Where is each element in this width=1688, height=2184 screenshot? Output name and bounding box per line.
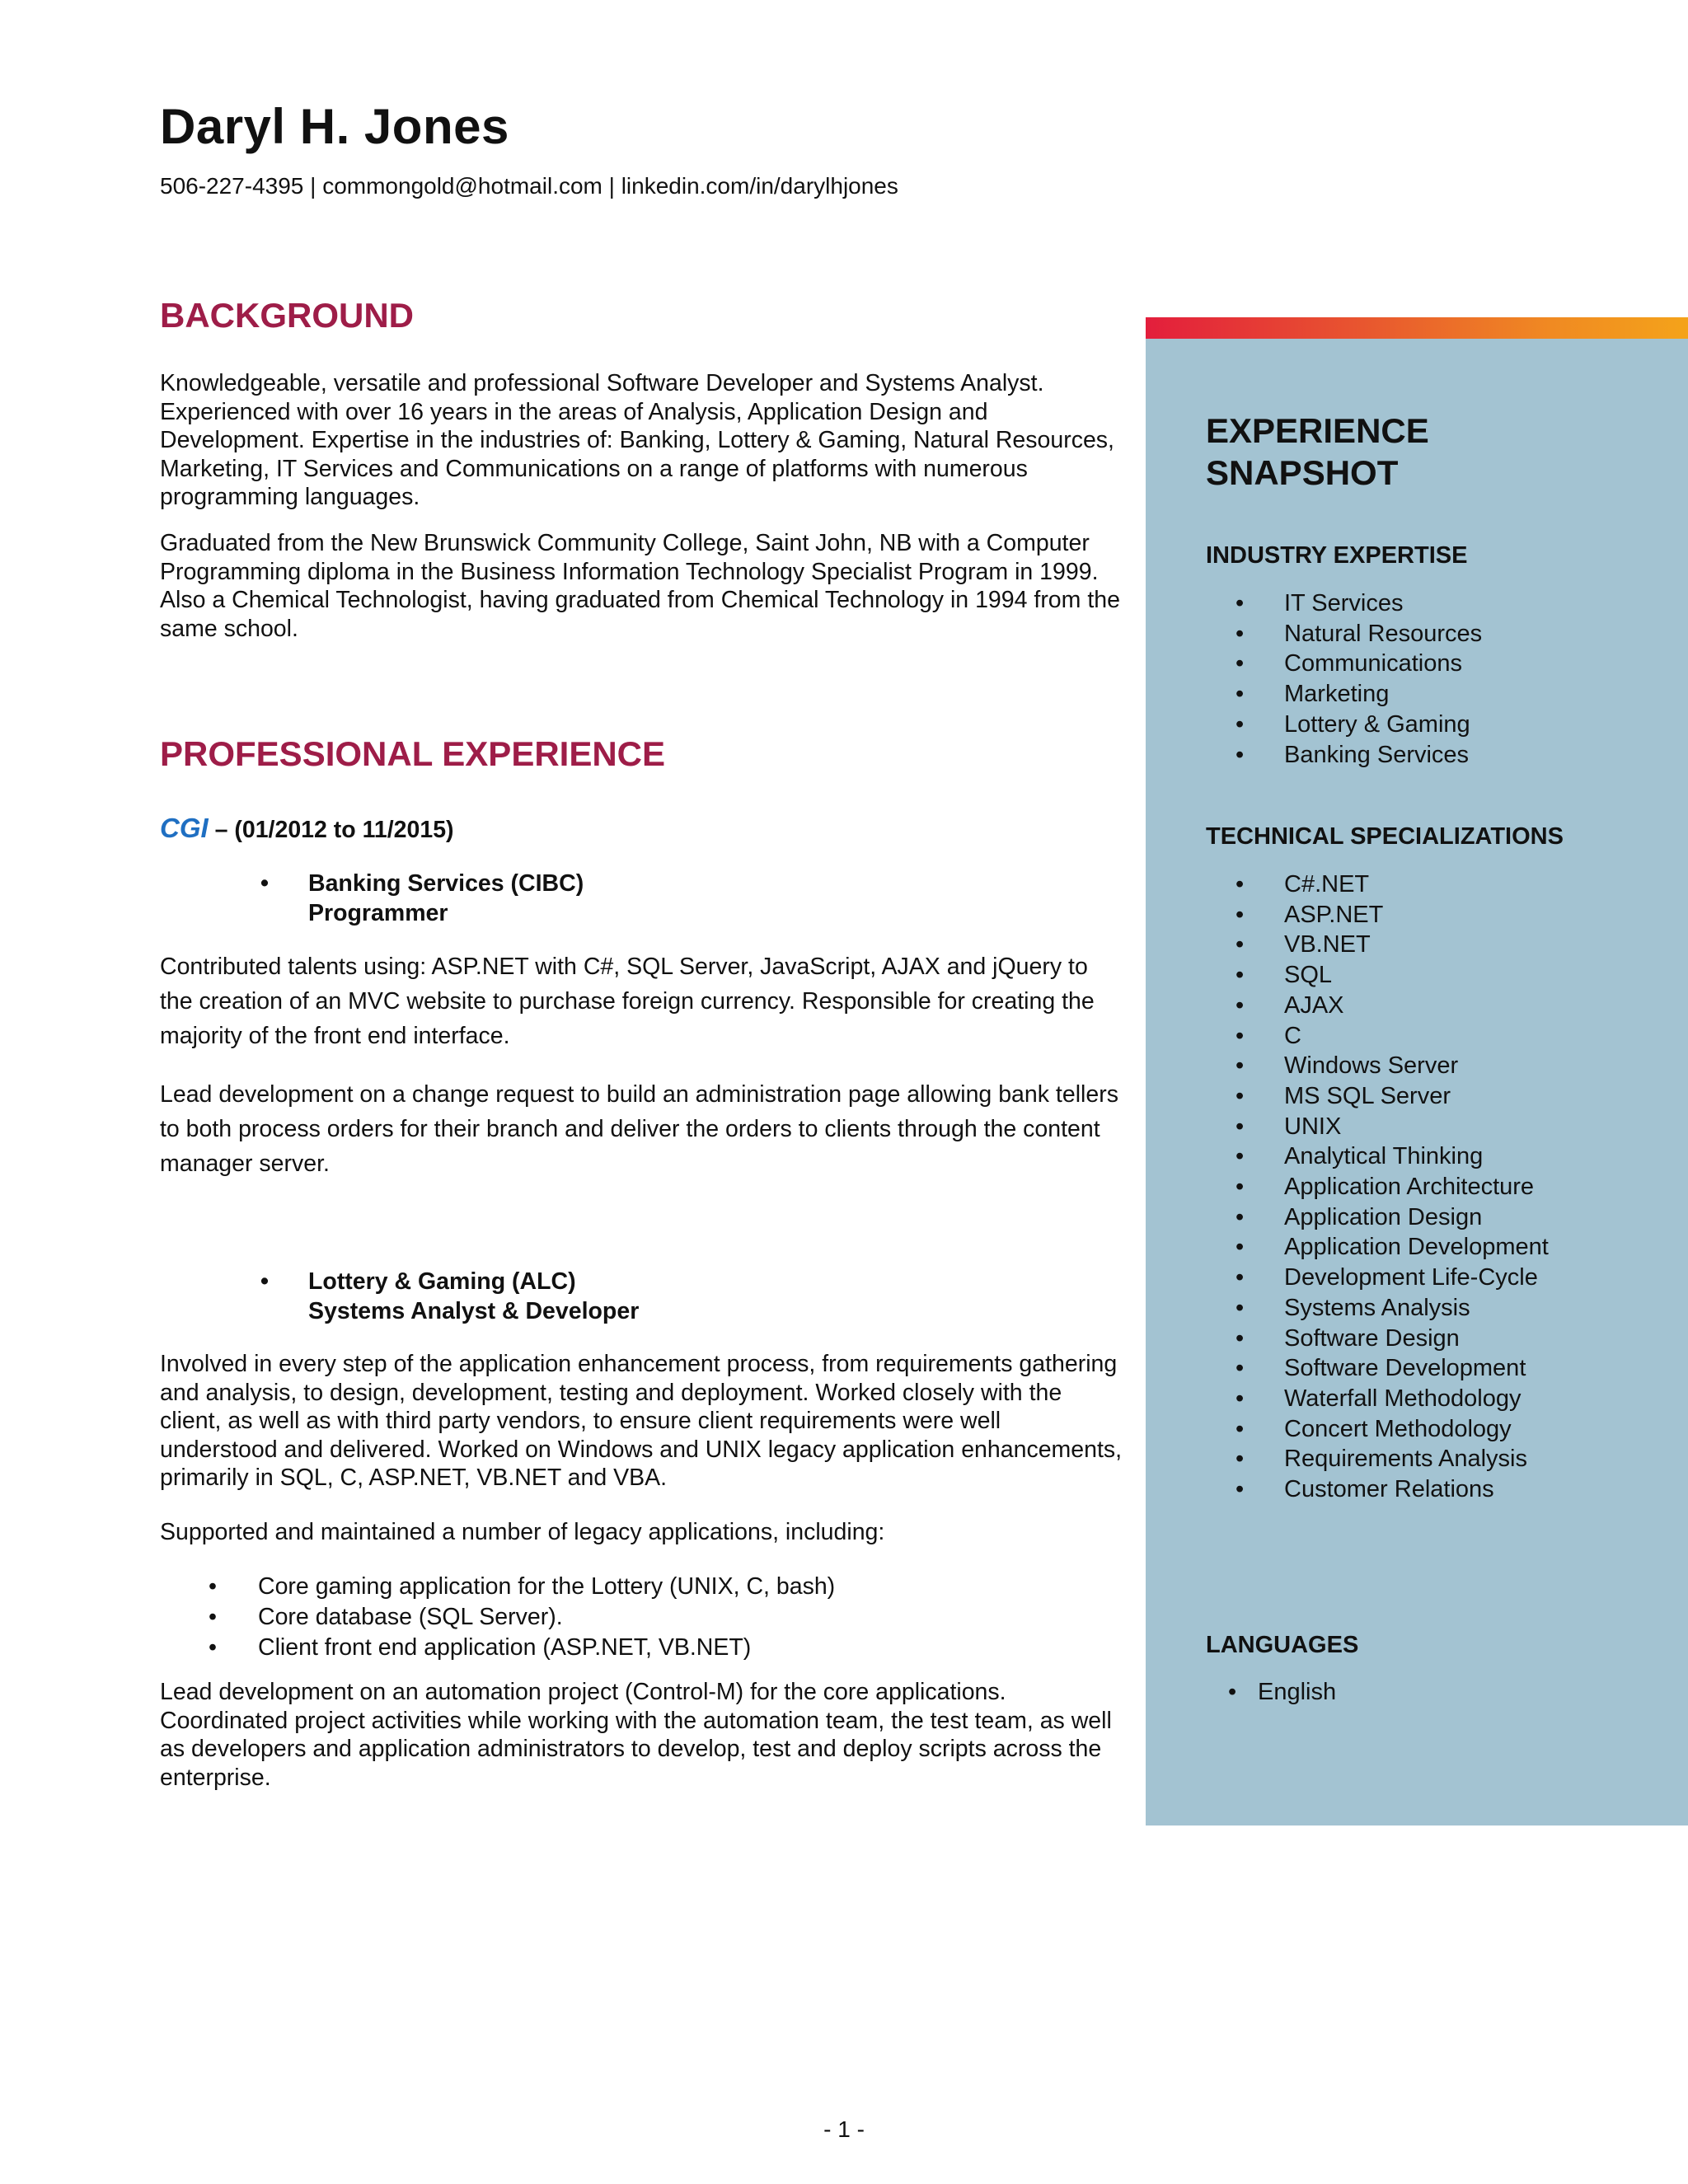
role-lottery-closing: Lead development on an automation project (Control-M) for the core applications. Coordinated project activities while working with the automation team, the test team, as well as developers and application administrators to develop, test and deploy scripts across the enterprise. [160, 1679, 1112, 1791]
bullet-icon: • [1236, 1294, 1245, 1321]
bullet-icon: • [209, 1634, 217, 1661]
bullet-icon: • [1236, 1174, 1245, 1201]
list-item: • UNIX [1284, 1112, 1549, 1142]
bullet-icon: • [1236, 1052, 1245, 1080]
bullet-icon: • [1236, 1264, 1245, 1291]
bullet-icon: • [1228, 1679, 1237, 1705]
bullet-icon: • [1236, 590, 1245, 616]
list-item: • VB.NET [1284, 930, 1549, 960]
list-item: • IT Services [1284, 588, 1482, 619]
list-item: • AJAX [1284, 991, 1549, 1021]
role-lottery-paragraph-2: Supported and maintained a number of legacy applications, including: [160, 1519, 885, 1545]
list-item: • Communications [1284, 649, 1482, 679]
background-paragraph-2: Graduated from the New Brunswick Community College, Saint John, NB with a Computer Programming diploma in the Business Information Technology Specialist Program in 1999. Also a Chemical Technologist, having graduated from Chemical Technology in 1994 from the same school. [160, 530, 1120, 642]
accent-gradient-bar [1146, 317, 1688, 339]
role-banking [260, 869, 584, 928]
list-item: • Application Development [1284, 1232, 1549, 1263]
role-banking-paragraph-2: Lead development on a change request to build an administration page allowing bank tellers to both process orders for their branch and deliver the orders to clients through the content manager server. [160, 1081, 1118, 1177]
bullet-icon: • [260, 870, 269, 897]
bullet-icon: • [1236, 1446, 1245, 1473]
bullet-icon: • [1236, 1113, 1245, 1140]
list-item: • Core database (SQL Server). [258, 1602, 835, 1633]
list-item: • Client front end application (ASP.NET, VB.NET) [258, 1633, 835, 1663]
list-item: • English [1258, 1677, 1336, 1708]
list-item: • Software Development [1284, 1353, 1549, 1384]
snapshot-title-line1: EXPERIENCE [1206, 411, 1429, 450]
industry-title: INDUSTRY EXPERTISE [1206, 542, 1468, 569]
list-item: • C [1284, 1021, 1549, 1052]
background-title: BACKGROUND [160, 296, 414, 335]
list-item: • C#.NET [1284, 869, 1549, 900]
list-item: • Requirements Analysis [1284, 1444, 1549, 1474]
languages-title: LANGUAGES [1206, 1632, 1359, 1658]
role-banking-paragraph-1: Contributed talents using: ASP.NET with C#, SQL Server, JavaScript, AJAX and jQuery to the creation of an MVC website to purchase foreign currency. Responsible for creating the majority of the front end interface. [160, 954, 1095, 1049]
bullet-icon: • [1236, 962, 1245, 989]
role-lottery [260, 1267, 640, 1326]
list-item: • Banking Services [1284, 740, 1482, 771]
snapshot-title-line2: SNAPSHOT [1206, 453, 1399, 492]
technical-list [1236, 869, 1549, 1505]
bullet-icon: • [1236, 1476, 1245, 1503]
bullet-icon: • [1236, 1082, 1245, 1109]
bullet-icon: • [1236, 1203, 1245, 1230]
company-dates: – (01/2012 to 11/2015) [208, 817, 454, 843]
role-lottery-paragraph-1: Involved in every step of the application enhancement process, from requirements gathering and analysis, to design, development, testing and deployment. Worked closely with the client, as well as with third party vendors, to ensure client requirements were well understood and delivered. Worked on Windows and UNIX legacy application enhancements, primarily in SQL, C, ASP.NET, VB.NET and VBA. [160, 1351, 1123, 1491]
bullet-icon: • [1236, 871, 1245, 898]
company-name: CGI [160, 813, 209, 843]
list-item: • Systems Analysis [1284, 1293, 1549, 1324]
bullet-icon: • [1236, 991, 1245, 1019]
page-number: - 1 - [823, 2116, 865, 2142]
bullet-icon: • [1236, 901, 1245, 928]
bullet-icon: • [209, 1573, 217, 1600]
list-item: • Application Architecture [1284, 1172, 1549, 1202]
languages-list [1228, 1677, 1337, 1708]
bullet-icon: • [1236, 1234, 1245, 1261]
list-item: • Natural Resources [1284, 619, 1482, 649]
company-heading [160, 812, 454, 846]
list-item: • Waterfall Methodology [1284, 1384, 1549, 1414]
resume-name: Daryl H. Jones [160, 99, 509, 154]
bullet-icon: • [1236, 620, 1245, 647]
list-item: • Lottery & Gaming [1284, 710, 1482, 740]
list-item: • Customer Relations [1284, 1474, 1549, 1505]
list-item: • ASP.NET [1284, 900, 1549, 930]
background-paragraph-1: Knowledgeable, versatile and professional Software Developer and Systems Analyst. Experienced with over 16 years in the areas of Analysis, Application Design and Development. Expertise in the industries of: Banking, Lottery & Gaming, Natural Resources, Marketing, IT Services and Communications on a range of platforms with numerous programming languages. [160, 370, 1114, 510]
role-position: Systems Analyst & Developer [308, 1298, 640, 1324]
bullet-icon: • [1236, 1143, 1245, 1170]
list-item: • Core gaming application for the Lottery (UNIX, C, bash) [258, 1572, 835, 1602]
bullet-icon: • [1236, 1415, 1245, 1442]
role-client: Banking Services (CIBC) [308, 870, 584, 897]
list-item: • Analytical Thinking [1284, 1141, 1549, 1172]
bullet-icon: • [209, 1604, 217, 1630]
bullet-icon: • [1236, 931, 1245, 958]
list-item: • Software Design [1284, 1324, 1549, 1354]
list-item: • Marketing [1284, 679, 1482, 710]
list-item: • SQL [1284, 960, 1549, 991]
role-position: Programmer [308, 900, 448, 926]
list-item: • MS SQL Server [1284, 1081, 1549, 1112]
bullet-icon: • [1236, 1022, 1245, 1049]
bullet-icon: • [1236, 1355, 1245, 1382]
list-item: • Concert Methodology [1284, 1414, 1549, 1445]
bullet-icon: • [1236, 1324, 1245, 1352]
bullet-icon: • [1236, 650, 1245, 677]
bullet-icon: • [1236, 1385, 1245, 1412]
list-item: • Development Life-Cycle [1284, 1263, 1549, 1293]
legacy-app-list [209, 1572, 836, 1663]
role-client: Lottery & Gaming (ALC) [308, 1268, 576, 1295]
industry-list [1236, 588, 1483, 770]
list-item: • Application Design [1284, 1202, 1549, 1233]
bullet-icon: • [1236, 710, 1245, 738]
snapshot-title [1206, 410, 1429, 494]
technical-title: TECHNICAL SPECIALIZATIONS [1206, 823, 1564, 850]
experience-title: PROFESSIONAL EXPERIENCE [160, 734, 666, 773]
bullet-icon: • [1236, 681, 1245, 708]
contact-line: 506-227-4395 | commongold@hotmail.com | linkedin.com/in/darylhjones [160, 173, 898, 199]
list-item: • Windows Server [1284, 1051, 1549, 1081]
bullet-icon: • [1236, 741, 1245, 768]
bullet-icon: • [260, 1268, 269, 1295]
